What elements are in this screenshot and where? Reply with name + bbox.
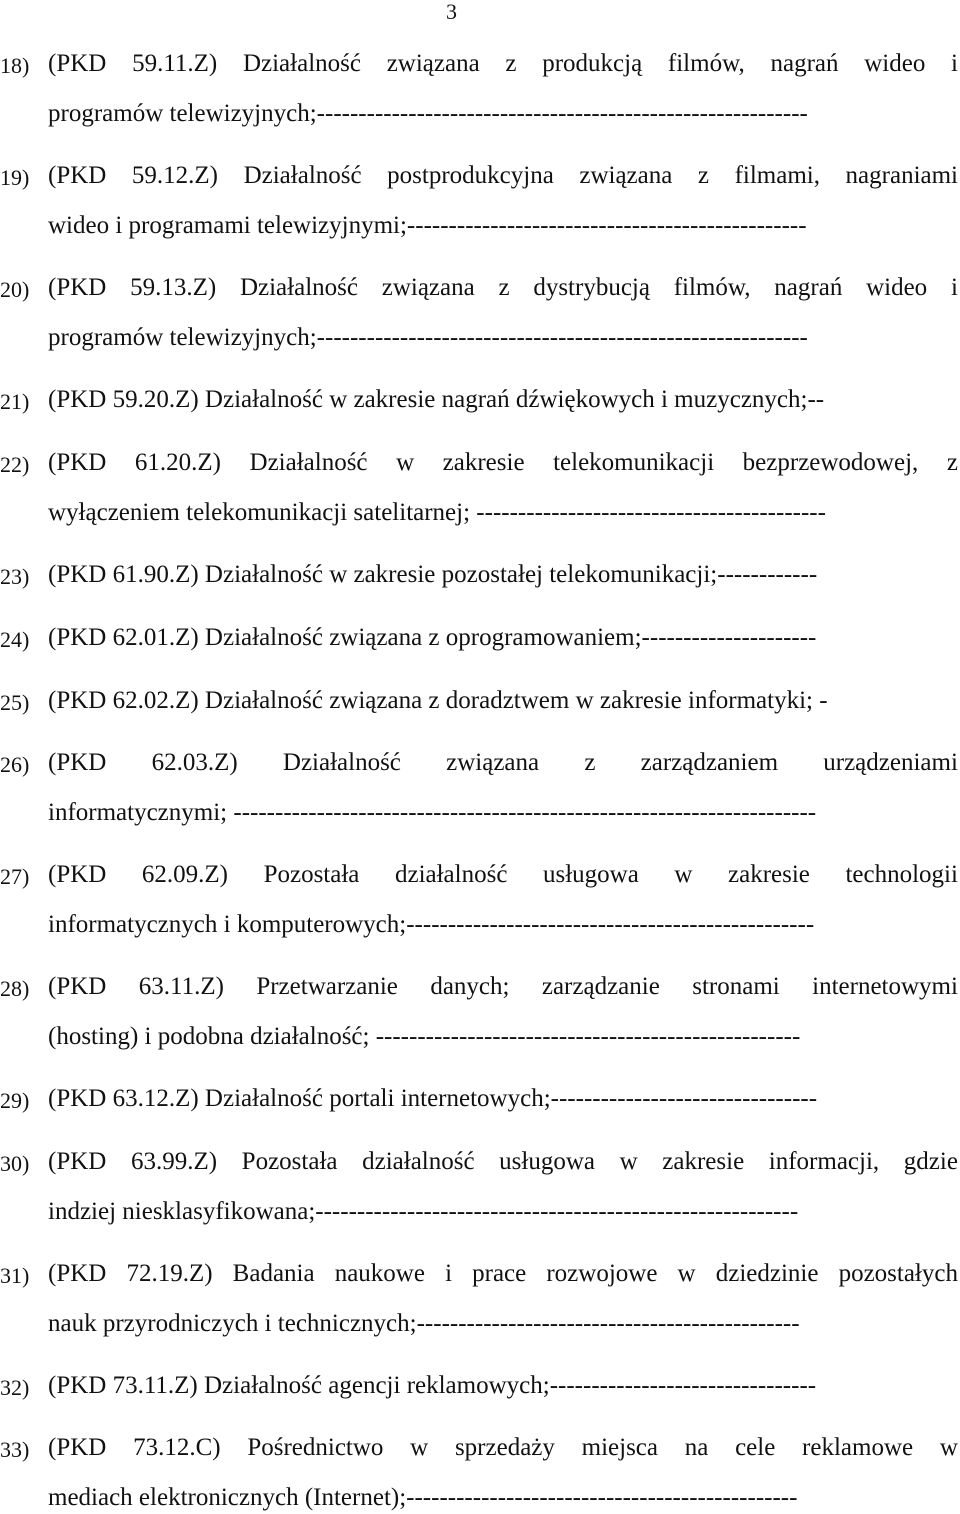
entry-word: w	[396, 449, 415, 476]
entry-word: (PKD	[48, 1434, 107, 1461]
entry-word: w	[677, 1260, 696, 1287]
entry-word: pozostałych	[838, 1260, 958, 1287]
entry-line-2: programów telewizyjnych;-----------------------------------------------------------	[48, 324, 808, 351]
entry-word: reklamowe	[802, 1434, 914, 1461]
entry-line-2: wyłączeniem telekomunikacji satelitarnej; ------------------------------------------	[48, 499, 826, 526]
entry-word: Działalność	[249, 449, 368, 476]
entry-word: (PKD	[48, 1148, 107, 1175]
entry-line-1: (PKD 63.12.Z) Działalność portali internetowych;--------------------------------	[48, 1085, 818, 1112]
entry-line-1	[48, 50, 958, 78]
entry-word: produkcją	[542, 50, 643, 77]
entry-word: 73.12.C)	[133, 1434, 221, 1461]
entry-word: 59.11.Z)	[132, 50, 218, 77]
entry-word: nagrań	[770, 50, 839, 77]
entry-line-2: (hosting) i podobna działalność; ---------------------------------------------------	[48, 1023, 801, 1050]
entry-word: (PKD	[48, 162, 107, 189]
entry-word: urządzeniami	[823, 749, 958, 776]
entry-word: informacji,	[768, 1148, 880, 1175]
entry-word: nagrań	[774, 274, 843, 301]
entry-word: (PKD	[48, 749, 107, 776]
entry-word: z	[697, 162, 710, 189]
entry-number: 30)	[0, 1151, 30, 1176]
entry-word: Przetwarzanie	[256, 973, 398, 1000]
entry-word: postprodukcyjna	[387, 162, 554, 189]
entry-word: miejsca	[581, 1434, 658, 1461]
entry-number: 28)	[0, 976, 30, 1001]
entry-word: filmami,	[734, 162, 820, 189]
entry-word: nagraniami	[845, 162, 958, 189]
entry-line-1: (PKD 73.11.Z) Działalność agencji reklamowych;--------------------------------	[48, 1372, 817, 1399]
entry-line-1: (PKD 61.90.Z) Działalność w zakresie pozostałej telekomunikacji;------------	[48, 561, 818, 588]
entry-word: Działalność	[242, 50, 361, 77]
entry-word: zakresie	[728, 861, 810, 888]
entry-word: Działalność	[243, 162, 362, 189]
entry-word: w	[939, 1434, 958, 1461]
entry-word: (PKD	[48, 861, 107, 888]
entry-word: Pozostała	[241, 1148, 338, 1175]
entry-line-1	[48, 1434, 958, 1462]
entry-word: prace	[472, 1260, 527, 1287]
entry-word: 59.13.Z)	[130, 274, 217, 301]
entry-number: 33)	[0, 1437, 30, 1462]
entry-word: filmów,	[673, 274, 751, 301]
entry-word: związana	[381, 274, 475, 301]
entry-word: na	[684, 1434, 709, 1461]
entry-word: 63.11.Z)	[138, 973, 224, 1000]
entry-word: technologii	[845, 861, 958, 888]
entry-word: wideo	[864, 50, 926, 77]
entry-word: filmów,	[667, 50, 745, 77]
entry-line-2: nauk przyrodniczych i technicznych;----------------------------------------------	[48, 1310, 800, 1337]
entry-word: sprzedaży	[454, 1434, 555, 1461]
entry-word: w	[674, 861, 693, 888]
entry-number: 26)	[0, 752, 30, 777]
entry-word: w	[619, 1148, 638, 1175]
entry-number: 23)	[0, 564, 30, 589]
entry-word: naukowe	[334, 1260, 425, 1287]
entry-line-2: mediach elektronicznych (Internet);-----------------------------------------------	[48, 1484, 798, 1511]
entry-word: dystrybucją	[533, 274, 650, 301]
entry-word: (PKD	[48, 449, 107, 476]
entry-line-2: programów telewizyjnych;-----------------------------------------------------------	[48, 100, 808, 127]
entry-word: 72.19.Z)	[126, 1260, 213, 1287]
entry-number: 20)	[0, 277, 30, 302]
entry-word: i	[445, 1260, 453, 1287]
entry-word: działalność	[362, 1148, 475, 1175]
entry-word: związana	[386, 50, 480, 77]
entry-word: cele	[735, 1434, 776, 1461]
entry-number: 29)	[0, 1088, 30, 1113]
entry-word: (PKD	[48, 274, 107, 301]
entry-word: bezprzewodowej,	[742, 449, 919, 476]
entry-number: 19)	[0, 165, 30, 190]
entry-word: związana	[446, 749, 540, 776]
entry-number: 32)	[0, 1375, 30, 1400]
entry-word: z	[505, 50, 517, 77]
entry-word: 63.99.Z)	[130, 1148, 218, 1175]
entry-number: 18)	[0, 53, 30, 78]
entry-word: wideo	[866, 274, 928, 301]
entry-word: 59.12.Z)	[131, 162, 219, 189]
entry-word: i	[951, 50, 958, 77]
entry-line-1	[48, 749, 958, 777]
entry-number: 21)	[0, 389, 30, 414]
entry-number: 22)	[0, 452, 30, 477]
entry-word: telekomunikacji	[553, 449, 715, 476]
entry-word: usługowa	[499, 1148, 595, 1175]
entry-line-1: (PKD 62.02.Z) Działalność związana z doradztwem w zakresie informatyki; -	[48, 687, 828, 714]
entry-line-2: indziej niesklasyfikowana;----------------------------------------------------------	[48, 1198, 799, 1225]
entry-line-1	[48, 861, 958, 889]
entry-word: (PKD	[48, 50, 107, 77]
entry-word: zarządzanie	[541, 973, 660, 1000]
entry-line-1	[48, 1260, 958, 1288]
entry-word: związana	[579, 162, 673, 189]
entry-word: Pozostała	[263, 861, 360, 888]
entry-number: 25)	[0, 690, 30, 715]
page-number: 3	[446, 0, 457, 24]
entry-word: z	[946, 449, 958, 476]
entry-line-2: informatycznych i komputerowych;-------------------------------------------------	[48, 911, 815, 938]
entry-word: 62.03.Z)	[151, 749, 238, 776]
entry-word: z	[498, 274, 510, 301]
entry-word: w	[410, 1434, 429, 1461]
entry-word: 62.09.Z)	[141, 861, 229, 888]
entry-line-1	[48, 973, 958, 1001]
entry-word: (PKD	[48, 973, 107, 1000]
entry-line-2: wideo i programami telewizyjnymi;------------------------------------------------	[48, 212, 807, 239]
entry-word: Pośrednictwo	[247, 1434, 384, 1461]
entry-word: danych;	[430, 973, 510, 1000]
entry-word: gdzie	[903, 1148, 958, 1175]
entry-line-1: (PKD 59.20.Z) Działalność w zakresie nagrań dźwiękowych i muzycznych;--	[48, 386, 825, 413]
entry-line-2: informatycznymi; ----------------------------------------------------------------------	[48, 799, 817, 826]
entry-word: i	[950, 274, 958, 301]
entry-line-1	[48, 162, 958, 190]
entry-word: Działalność	[282, 749, 401, 776]
entry-word: 61.20.Z)	[134, 449, 221, 476]
entry-word: internetowymi	[812, 973, 958, 1000]
entry-word: działalność	[394, 861, 508, 888]
entry-word: (PKD	[48, 1260, 107, 1287]
entry-word: zakresie	[442, 449, 525, 476]
entry-word: dziedzinie	[715, 1260, 819, 1287]
entry-word: zakresie	[662, 1148, 745, 1175]
entry-line-1: (PKD 62.01.Z) Działalność związana z oprogramowaniem;---------------------	[48, 624, 817, 651]
entry-word: Badania	[232, 1260, 315, 1287]
entry-line-1	[48, 274, 958, 302]
entry-number: 24)	[0, 627, 30, 652]
entry-word: usługowa	[542, 861, 639, 888]
entry-word: rozwojowe	[546, 1260, 658, 1287]
entry-word: z	[584, 749, 596, 776]
entry-number: 31)	[0, 1263, 30, 1288]
entry-word: zarządzaniem	[640, 749, 779, 776]
entry-word: stronami	[692, 973, 780, 1000]
entry-word: Działalność	[239, 274, 358, 301]
entry-line-1	[48, 1148, 958, 1176]
entry-number: 27)	[0, 864, 30, 889]
entry-line-1	[48, 449, 958, 477]
